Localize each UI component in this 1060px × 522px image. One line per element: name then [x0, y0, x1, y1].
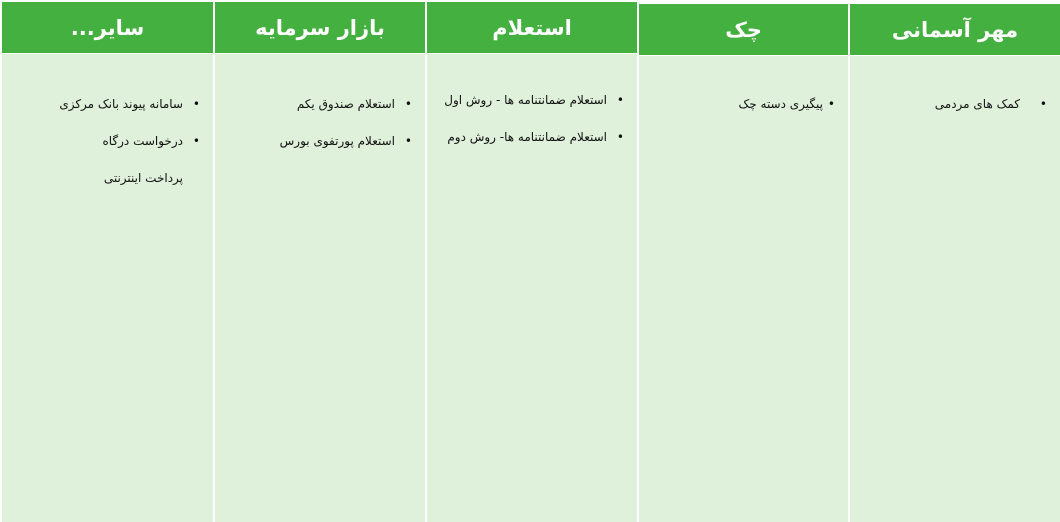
list-item-zemanatname-1[interactable]: • استعلام ضمانتنامه ها - روش اول	[427, 82, 637, 119]
item-list	[639, 86, 848, 123]
column-title: مهر آسمانی	[891, 17, 1019, 42]
column-body	[2, 54, 213, 522]
list-item-peyvand-bank-markazi[interactable]: • سامانه پیوند بانک مرکزی	[2, 86, 213, 123]
column-body	[639, 56, 848, 522]
list-item-sandogh-yekom[interactable]: • استعلام صندوق یکم	[215, 86, 425, 123]
column-check	[639, 0, 848, 522]
column-title: استعلام	[492, 15, 572, 40]
column-header-check[interactable]	[639, 4, 848, 55]
item-list	[427, 82, 637, 156]
column-bazar-sarmaye	[215, 0, 425, 522]
services-board	[2, 0, 1060, 522]
column-title: سایر...	[70, 15, 145, 40]
column-mehr-asemani	[850, 0, 1060, 522]
list-item-peygiri-daste-check[interactable]: • پیگیری دسته چک	[639, 86, 848, 123]
list-item-dargah-pardakht[interactable]: • درخواست درگاه پرداخت اینترنتی	[2, 123, 213, 197]
list-item-portfoy-bours[interactable]: • استعلام پورتفوی بورس	[215, 123, 425, 160]
column-esteelam	[427, 0, 637, 522]
column-header-sayer[interactable]	[2, 2, 213, 53]
list-item-komak-mardomi[interactable]: • کمک های مردمی	[850, 86, 1060, 123]
column-header-mehr-asemani[interactable]	[850, 4, 1060, 55]
column-body	[215, 54, 425, 522]
column-header-bazar-sarmaye[interactable]	[215, 2, 425, 53]
column-title: بازار سرمایه	[255, 15, 385, 40]
column-sayer	[2, 0, 213, 522]
list-item-zemanatname-2[interactable]: • استعلام ضمانتنامه ها- روش دوم	[427, 119, 637, 156]
item-list	[850, 86, 1060, 123]
column-body	[427, 54, 637, 522]
item-list	[215, 86, 425, 160]
column-header-esteelam[interactable]	[427, 2, 637, 53]
item-list	[2, 86, 213, 197]
column-title: چک	[725, 17, 762, 42]
column-body	[850, 56, 1060, 522]
